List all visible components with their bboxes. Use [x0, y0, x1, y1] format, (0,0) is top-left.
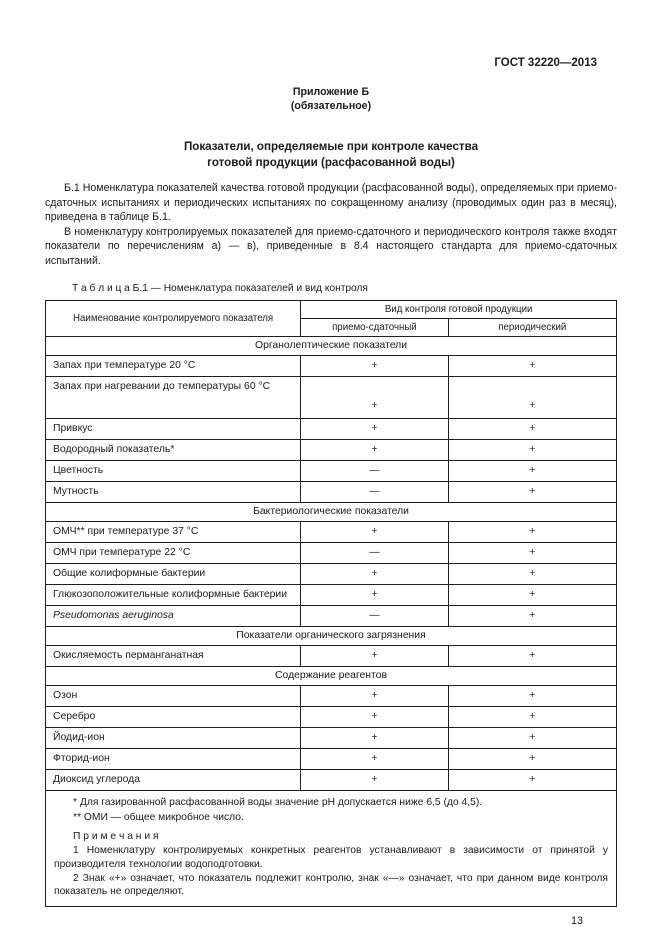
periodic-mark: +	[448, 685, 616, 706]
table-row	[46, 563, 617, 584]
table-row	[46, 748, 617, 769]
table-section-row	[46, 666, 617, 685]
indicator-name: Pseudomonas aeruginosa	[46, 605, 301, 626]
table-section-title: Показатели органического загрязнения	[46, 626, 617, 645]
periodic-mark: +	[448, 645, 616, 666]
periodic-mark: +	[448, 542, 616, 563]
table-row	[46, 769, 617, 790]
table-caption: Т а б л и ц а Б.1 — Номенклатура показателей и вид контроля	[72, 282, 368, 294]
table-row	[46, 439, 617, 460]
page-number: 13	[570, 914, 583, 927]
periodic-mark: +	[448, 460, 616, 481]
indicator-name: Йодид-ион	[46, 727, 301, 748]
indicator-name: Водородный показатель*	[46, 439, 301, 460]
footnote-omi: ** ОМИ — общее микробное число.	[73, 812, 244, 824]
table-row	[46, 542, 617, 563]
indicator-name: ОМЧ** при температуре 37 °С	[46, 521, 301, 542]
column-header-periodic: периодический	[448, 318, 616, 336]
periodic-mark: +	[448, 481, 616, 502]
note-2: 2 Знак «+» означает, что показатель подлежит контролю, знак «—» означает, что при данном виде контроля показатель не определяют.	[54, 872, 608, 898]
acceptance-mark: —	[301, 481, 448, 502]
indicator-name: Серебро	[46, 706, 301, 727]
annex-subtitle: (обязательное)	[290, 100, 372, 112]
periodic-mark: +	[448, 418, 616, 439]
periodic-mark: +	[448, 769, 616, 790]
page-title	[45, 139, 617, 171]
intro-text	[45, 181, 617, 269]
indicator-name: Общие колиформные бактерии	[46, 563, 301, 584]
column-header-control-group: Вид контроля готовой продукции	[301, 300, 617, 318]
indicators-table	[45, 300, 617, 907]
table-row	[46, 605, 617, 626]
periodic-mark: +	[448, 563, 616, 584]
paragraph-b1: Б.1 Номенклатура показателей качества готовой продукции (расфасованной воды), определяемых при приемо-сдаточных испытаниях и периодических испытаниях по сокращенному анализу (проводимых один раз в месяц), приведена в таблице Б.1.	[45, 182, 617, 224]
table-header	[46, 300, 617, 336]
periodic-mark: +	[448, 748, 616, 769]
indicator-name: Фторид-ион	[46, 748, 301, 769]
page-title-line2: готовой продукции (расфасованной воды)	[207, 156, 455, 169]
table-section-row	[46, 502, 617, 521]
indicator-name: Диоксид углерода	[46, 769, 301, 790]
table-row	[46, 584, 617, 605]
acceptance-mark: —	[301, 460, 448, 481]
acceptance-mark: +	[301, 355, 448, 376]
column-header-name: Наименование контролируемого показателя	[46, 300, 301, 336]
periodic-mark: +	[448, 521, 616, 542]
table-row	[46, 481, 617, 502]
acceptance-mark: +	[301, 418, 448, 439]
table-row	[46, 727, 617, 748]
periodic-mark: +	[448, 439, 616, 460]
table-row	[46, 355, 617, 376]
acceptance-mark: —	[301, 542, 448, 563]
periodic-mark: +	[448, 727, 616, 748]
acceptance-mark: +	[301, 727, 448, 748]
note-1: 1 Номенклатуру контролируемых конкретных реагентов устанавливают в зависимости от принятой у производителя технологии водоподготовки.	[54, 845, 608, 870]
acceptance-mark: +	[301, 769, 448, 790]
notes-title: П р и м е ч а н и я	[73, 830, 159, 842]
acceptance-mark: +	[301, 584, 448, 605]
indicator-name: Цветность	[46, 460, 301, 481]
acceptance-mark: +	[301, 685, 448, 706]
table-row	[46, 706, 617, 727]
table-row	[46, 685, 617, 706]
table-row	[46, 418, 617, 439]
table-row	[46, 460, 617, 481]
column-header-acceptance: приемо-сдаточный	[301, 318, 448, 336]
paragraph-nomenclature: В номенклатуру контролируемых показателей для приемо-сдаточного и периодического контроля также входят показатели по перечислениям а) — в), приведенные в 8.4 настоящего стандарта для приемо-сдаточных испытаний.	[45, 225, 617, 267]
periodic-mark: +	[448, 584, 616, 605]
acceptance-mark: +	[301, 376, 448, 418]
acceptance-mark: +	[301, 563, 448, 584]
periodic-mark: +	[448, 376, 616, 418]
annex-title: Приложение Б	[292, 86, 370, 98]
periodic-mark: +	[448, 706, 616, 727]
indicator-name: Глюкозоположительные колиформные бактерии	[46, 584, 301, 605]
acceptance-mark: +	[301, 645, 448, 666]
table-section-title: Бактериологические показатели	[46, 502, 617, 521]
indicator-name: Привкус	[46, 418, 301, 439]
table-section-row	[46, 336, 617, 355]
indicator-name: Мутность	[46, 481, 301, 502]
table-row	[46, 521, 617, 542]
table-section-row	[46, 626, 617, 645]
table-section-title: Содержание реагентов	[46, 666, 617, 685]
periodic-mark: +	[448, 355, 616, 376]
table-footnotes-body	[46, 790, 617, 906]
indicator-name: Окисляемость перманганатная	[46, 645, 301, 666]
periodic-mark: +	[448, 605, 616, 626]
table-row	[46, 645, 617, 666]
acceptance-mark: —	[301, 605, 448, 626]
indicator-name: Озон	[46, 685, 301, 706]
footnote-ph: * Для газированной расфасованной воды значение pH допускается ниже 6,5 (до 4,5).	[73, 796, 483, 808]
table-section-title: Органолептические показатели	[46, 336, 617, 355]
indicator-name: Запах при нагревании до температуры 60 °С	[46, 376, 301, 418]
acceptance-mark: +	[301, 521, 448, 542]
acceptance-mark: +	[301, 439, 448, 460]
acceptance-mark: +	[301, 706, 448, 727]
table-footnotes-cell	[46, 790, 617, 906]
annex-heading	[45, 85, 617, 113]
acceptance-mark: +	[301, 748, 448, 769]
table-row	[46, 376, 617, 418]
page-title-line1: Показатели, определяемые при контроле качества	[183, 140, 479, 153]
indicator-name: Запах при температуре 20 °С	[46, 355, 301, 376]
indicator-name: ОМЧ при температуре 22 °С	[46, 542, 301, 563]
table-body	[46, 336, 617, 790]
doc-code: ГОСТ 32220—2013	[494, 57, 597, 69]
